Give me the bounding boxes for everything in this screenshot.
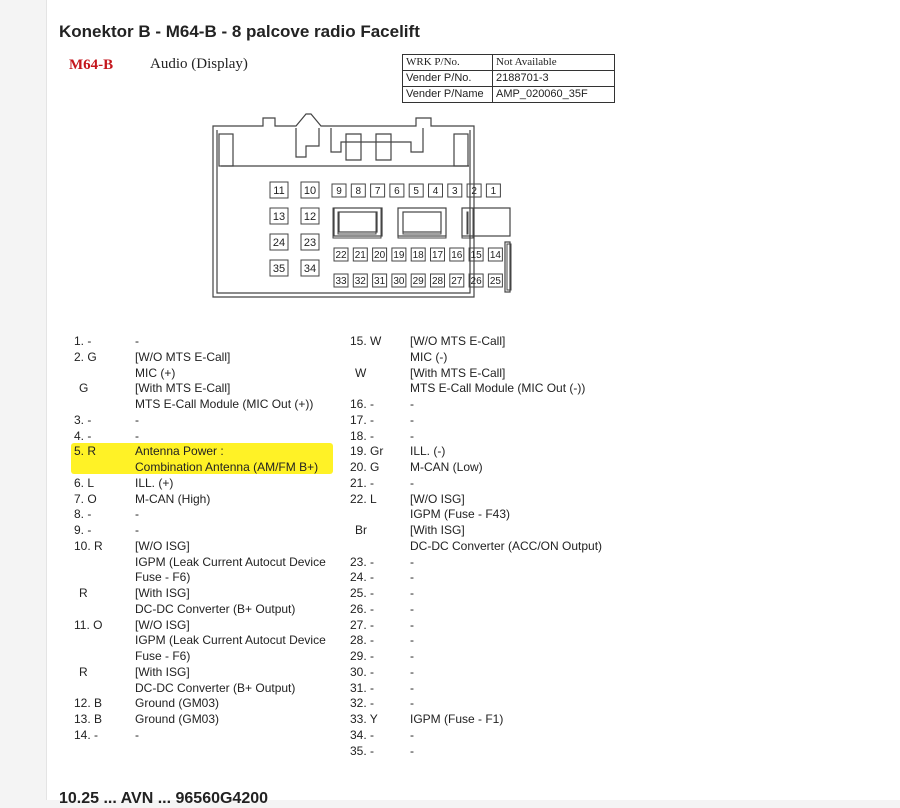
svg-text:15: 15 — [470, 250, 482, 262]
pin-number: Br — [355, 523, 367, 537]
pin-number: 17. - — [350, 412, 375, 427]
svg-text:34: 34 — [303, 262, 317, 275]
svg-text:12: 12 — [303, 210, 317, 223]
pin-number: 24. - — [350, 570, 375, 585]
svg-text:21: 21 — [354, 250, 366, 262]
pin-description: - — [410, 412, 414, 427]
pin-description: [W/O MTS E-Call] — [135, 349, 231, 364]
pin-description: MTS E-Call Module (MIC Out (-)) — [410, 381, 586, 396]
pin-description: ILL. (+) — [135, 475, 174, 490]
pin-description: Combination Antenna (AM/FM B+) — [135, 460, 319, 474]
connector-description: Audio (Display) — [150, 56, 248, 72]
svg-text:22: 22 — [335, 250, 347, 262]
next-heading-partial: 10.25 ... AVN ... 96560G4200 — [59, 790, 269, 807]
pin-description: - — [410, 475, 414, 490]
pin-description: [W/O ISG] — [410, 491, 465, 506]
pin-number: G — [79, 381, 89, 396]
svg-text:30: 30 — [393, 276, 405, 288]
pin-number: 11. O — [74, 617, 103, 632]
pin-number: 34. - — [350, 727, 375, 742]
pin-description: - — [135, 334, 139, 348]
post-title: Konektor B - M64-B - 8 palcove radio Facelift — [59, 22, 420, 41]
pin-number: 3. - — [74, 412, 92, 427]
svg-text:6: 6 — [394, 186, 400, 198]
pin-description: [W/O ISG] — [135, 538, 190, 553]
pin-number: 20. G — [350, 460, 380, 474]
pin-description: - — [410, 743, 414, 758]
pin-description: [W/O ISG] — [135, 617, 190, 632]
pin-number: 19. Gr — [350, 444, 384, 459]
pin-description: - — [135, 507, 139, 522]
pin-number: 9. - — [74, 523, 92, 537]
svg-text:18: 18 — [412, 250, 424, 262]
pin-number: 26. - — [350, 601, 375, 616]
svg-text:4: 4 — [432, 186, 439, 198]
pin-number: 2. G — [74, 349, 97, 364]
svg-text:20: 20 — [374, 250, 386, 262]
svg-text:13: 13 — [272, 210, 286, 223]
pin-description: M-CAN (Low) — [410, 460, 483, 474]
pin-description: M-CAN (High) — [135, 491, 211, 506]
connector-code: M64-B — [69, 57, 114, 73]
pin-number: 31. - — [350, 680, 375, 695]
pin-number: 22. L — [350, 491, 377, 506]
info-value: 2188701-3 — [493, 71, 615, 87]
pin-description: - — [410, 397, 414, 411]
pin-description: [With ISG] — [135, 664, 190, 679]
pin-number: 16. - — [350, 397, 375, 411]
svg-text:1: 1 — [490, 186, 497, 198]
svg-text:7: 7 — [374, 186, 381, 198]
pin-description: MIC (+) — [135, 365, 176, 380]
pin-number: 7. O — [74, 491, 97, 506]
pin-description: DC-DC Converter (B+ Output) — [135, 601, 296, 616]
pin-description: - — [410, 570, 414, 585]
pin-description: - — [410, 727, 414, 742]
pin-number: 33. Y — [350, 712, 378, 726]
pin-description: - — [135, 727, 139, 742]
svg-text:17: 17 — [431, 250, 444, 262]
svg-text:31: 31 — [374, 276, 386, 288]
pin-description: [With MTS E-Call] — [135, 381, 231, 396]
pin-description: - — [135, 523, 139, 537]
pin-description: Antenna Power : — [135, 444, 224, 459]
svg-text:9: 9 — [336, 186, 342, 198]
svg-text:25: 25 — [489, 276, 501, 288]
pin-number: 13. B — [74, 712, 103, 726]
pin-number: 4. - — [74, 428, 92, 443]
pin-description: - — [410, 617, 414, 632]
pin-number: 12. B — [74, 696, 103, 711]
pin-number: 30. - — [350, 664, 375, 679]
svg-text:27: 27 — [451, 276, 463, 288]
pin-description: MIC (-) — [410, 349, 448, 364]
svg-text:23: 23 — [303, 236, 317, 249]
pin-description: [With MTS E-Call] — [410, 365, 506, 380]
pin-number: R — [79, 586, 88, 600]
pin-description: - — [410, 633, 414, 648]
info-label: Vender P/Name — [403, 87, 493, 103]
svg-text:3: 3 — [452, 186, 458, 198]
pin-number: 28. - — [350, 633, 375, 648]
pin-description: - — [135, 428, 139, 443]
pin-number: R — [79, 664, 88, 679]
svg-text:29: 29 — [412, 276, 424, 288]
pin-description: Fuse - F6) — [135, 649, 191, 663]
svg-text:5: 5 — [413, 186, 419, 198]
pin-number: 1. - — [74, 334, 92, 348]
svg-text:14: 14 — [489, 250, 501, 262]
pin-number: 15. W — [350, 334, 382, 348]
pin-description: - — [410, 696, 414, 711]
pin-number: W — [355, 365, 367, 380]
svg-text:24: 24 — [272, 236, 286, 249]
post-card — [46, 0, 900, 807]
svg-text:19: 19 — [393, 250, 405, 262]
pin-description: IGPM (Leak Current Autocut Device — [135, 554, 326, 569]
svg-text:8: 8 — [355, 186, 362, 198]
pin-description: [With ISG] — [410, 523, 465, 537]
pin-number: 23. - — [350, 554, 375, 569]
pin-number: 5. R — [74, 444, 97, 459]
pin-number: 21. - — [350, 475, 375, 490]
pin-number: 32. - — [350, 696, 375, 711]
pin-description: - — [135, 412, 139, 427]
svg-text:28: 28 — [431, 276, 444, 288]
info-label: WRK P/No. — [403, 55, 493, 71]
pin-number: 27. - — [350, 617, 375, 632]
pin-number: 6. L — [74, 475, 95, 490]
pin-number: 10. R — [74, 538, 103, 553]
pin-description: [W/O MTS E-Call] — [410, 334, 506, 348]
pin-description: - — [410, 586, 414, 600]
pin-description: Ground (GM03) — [135, 712, 220, 726]
svg-text:35: 35 — [272, 262, 286, 275]
pin-description: - — [410, 554, 414, 569]
pin-description: IGPM (Leak Current Autocut Device — [135, 633, 326, 648]
svg-text:26: 26 — [470, 276, 482, 288]
svg-text:33: 33 — [335, 276, 347, 288]
pin-description: - — [410, 664, 414, 679]
svg-text:10: 10 — [303, 184, 317, 197]
pin-number: 35. - — [350, 743, 375, 758]
pin-number: 18. - — [350, 428, 375, 443]
svg-text:32: 32 — [354, 276, 366, 288]
pin-description: IGPM (Fuse - F1) — [410, 712, 504, 726]
pin-description: - — [410, 428, 414, 443]
info-value: AMP_020060_35F — [493, 87, 615, 103]
pin-description: [With ISG] — [135, 586, 190, 600]
pin-description: ILL. (-) — [410, 444, 446, 459]
svg-text:16: 16 — [451, 250, 463, 262]
pin-description: Ground (GM03) — [135, 696, 220, 711]
pin-description: Fuse - F6) — [135, 570, 191, 585]
info-value: Not Available — [493, 55, 615, 71]
pin-number: 25. - — [350, 586, 375, 600]
pin-description: DC-DC Converter (B+ Output) — [135, 680, 296, 695]
pin-number: 14. - — [74, 727, 99, 742]
pin-description: - — [410, 680, 414, 695]
pin-description: - — [410, 649, 414, 663]
pin-number: 8. - — [74, 507, 92, 522]
svg-text:2: 2 — [471, 186, 477, 198]
svg-text:11: 11 — [273, 184, 285, 197]
info-label: Vender P/No. — [403, 71, 493, 87]
pin-description: MTS E-Call Module (MIC Out (+)) — [135, 397, 314, 411]
pin-description: IGPM (Fuse - F43) — [410, 507, 511, 522]
pin-number: 29. - — [350, 649, 375, 663]
pin-description: DC-DC Converter (ACC/ON Output) — [410, 538, 603, 553]
pin-description: - — [410, 601, 414, 616]
pin-table — [47, 0, 900, 800]
